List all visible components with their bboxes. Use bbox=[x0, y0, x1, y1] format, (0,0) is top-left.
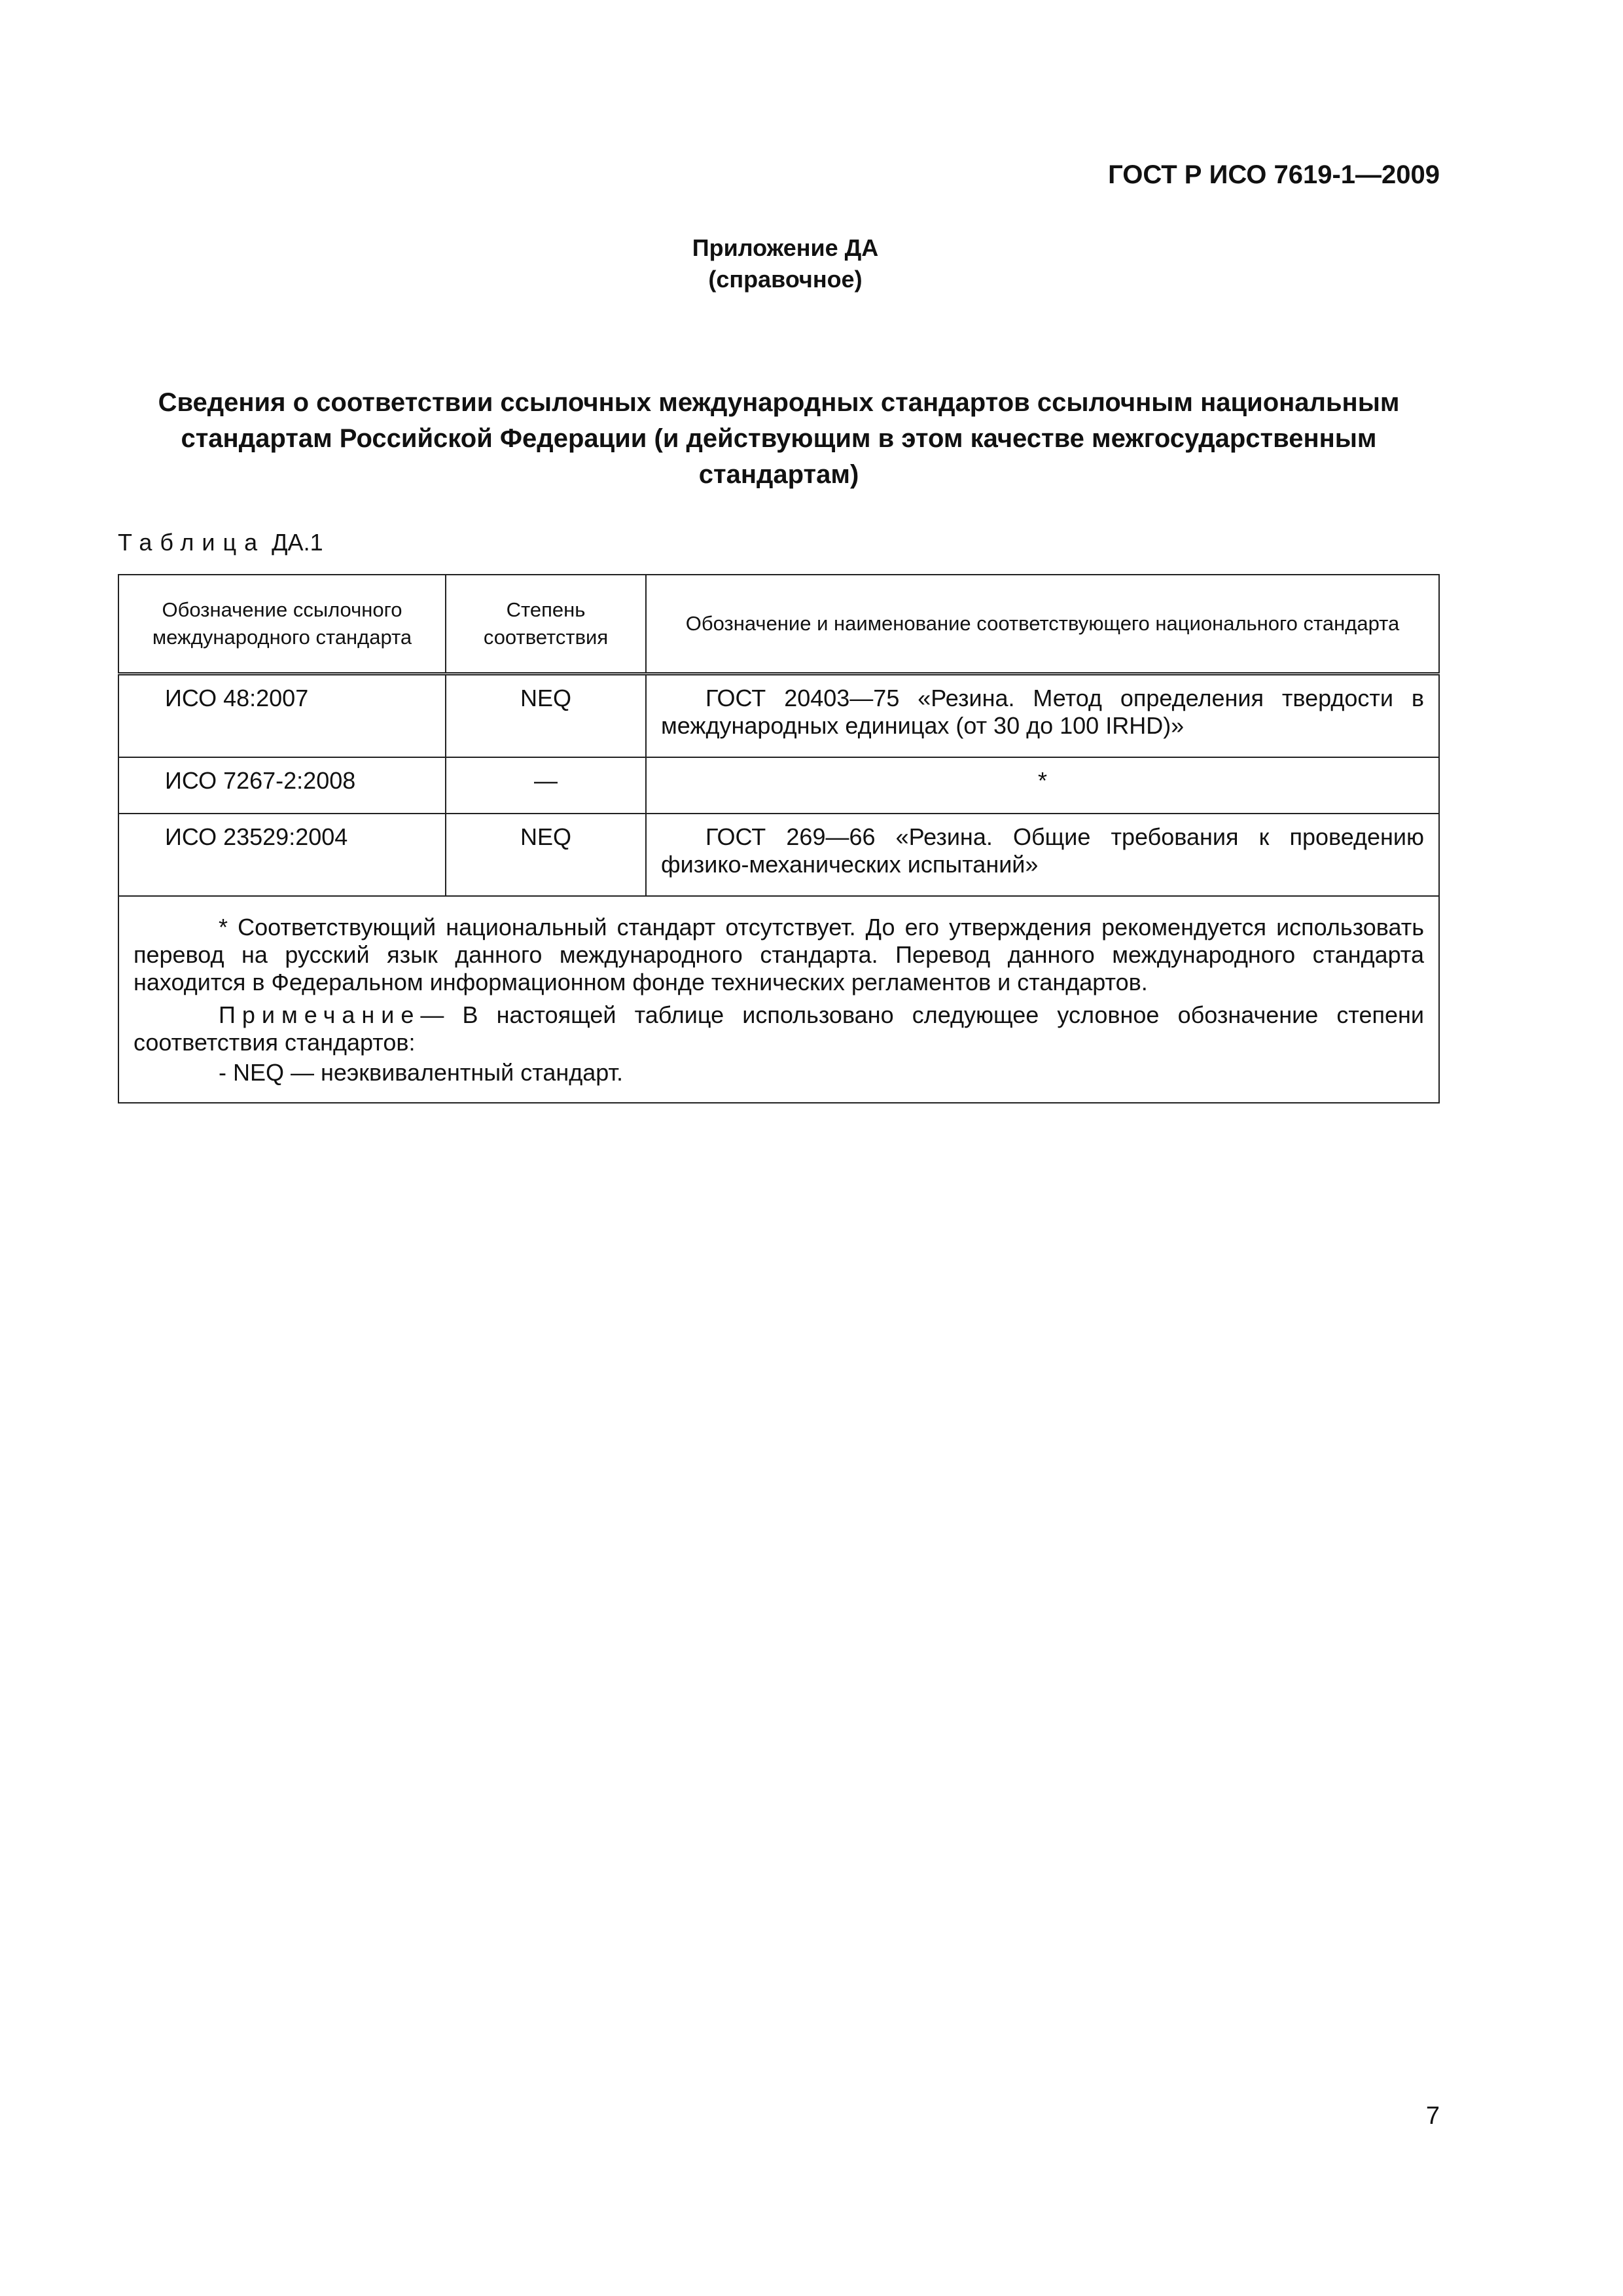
table-caption-number: ДА.1 bbox=[272, 529, 323, 556]
table-row bbox=[118, 757, 1439, 814]
appendix-subtitle: (справочное) bbox=[708, 266, 863, 293]
appendix-title: Приложение ДА bbox=[692, 234, 879, 261]
note-label: Примечание bbox=[219, 1001, 421, 1028]
standards-correspondence-table bbox=[118, 574, 1440, 1103]
section-title: Сведения о соответствии ссылочных международных стандартов ссылочным национальным стандартам Российской Федерации (и действующим в этом качестве межгосударственным стандартам) bbox=[158, 388, 1400, 489]
degree-cell: NEQ bbox=[446, 674, 646, 758]
document-code-header: ГОСТ Р ИСО 7619-1—2009 bbox=[1108, 160, 1440, 189]
note-text: — В настоящей таблице использовано следующее условное обозначение степени соответствия стандартов: bbox=[134, 1001, 1424, 1056]
header-iso-standard: Обозначение ссылочного международного стандарта bbox=[118, 575, 446, 674]
table-caption bbox=[118, 529, 323, 556]
degree-cell: — bbox=[446, 757, 646, 814]
appendix-heading bbox=[0, 232, 1571, 295]
national-standard-cell: ГОСТ 20403—75 «Резина. Метод определения твердости в международных единицах (от 30 до 100 IRHD)» bbox=[646, 674, 1439, 758]
table-footnote: * Соответствующий национальный стандарт отсутствует. До его утверждения рекомендуется использовать перевод на русский язык данного международного стандарта. Перевод данного международного стандарта находится в Федеральном информационном фонде технических регламентов и стандартов. bbox=[134, 914, 1424, 996]
header-degree: Степень соответствия bbox=[446, 575, 646, 674]
table-header-row bbox=[118, 575, 1439, 674]
table-row bbox=[118, 674, 1439, 758]
degree-cell: NEQ bbox=[446, 814, 646, 896]
page-number: 7 bbox=[1425, 2102, 1440, 2130]
note-list-item: - NEQ — неэквивалентный стандарт. bbox=[219, 1059, 624, 1086]
table-notes-cell bbox=[118, 896, 1439, 1103]
iso-designation-cell: ИСО 23529:2004 bbox=[118, 814, 446, 896]
national-standard-cell: * bbox=[646, 757, 1439, 814]
national-standard-cell: ГОСТ 269—66 «Резина. Общие требования к проведению физико-механических испытаний» bbox=[646, 814, 1439, 896]
iso-designation-cell: ИСО 48:2007 bbox=[118, 674, 446, 758]
table-row bbox=[118, 814, 1439, 896]
table-caption-label: Таблица bbox=[118, 529, 266, 556]
header-national-standard: Обозначение и наименование соответствующего национального стандарта bbox=[646, 575, 1439, 674]
table-note bbox=[134, 1001, 1424, 1056]
table-notes-row bbox=[118, 896, 1439, 1103]
iso-designation-cell: ИСО 7267-2:2008 bbox=[118, 757, 446, 814]
